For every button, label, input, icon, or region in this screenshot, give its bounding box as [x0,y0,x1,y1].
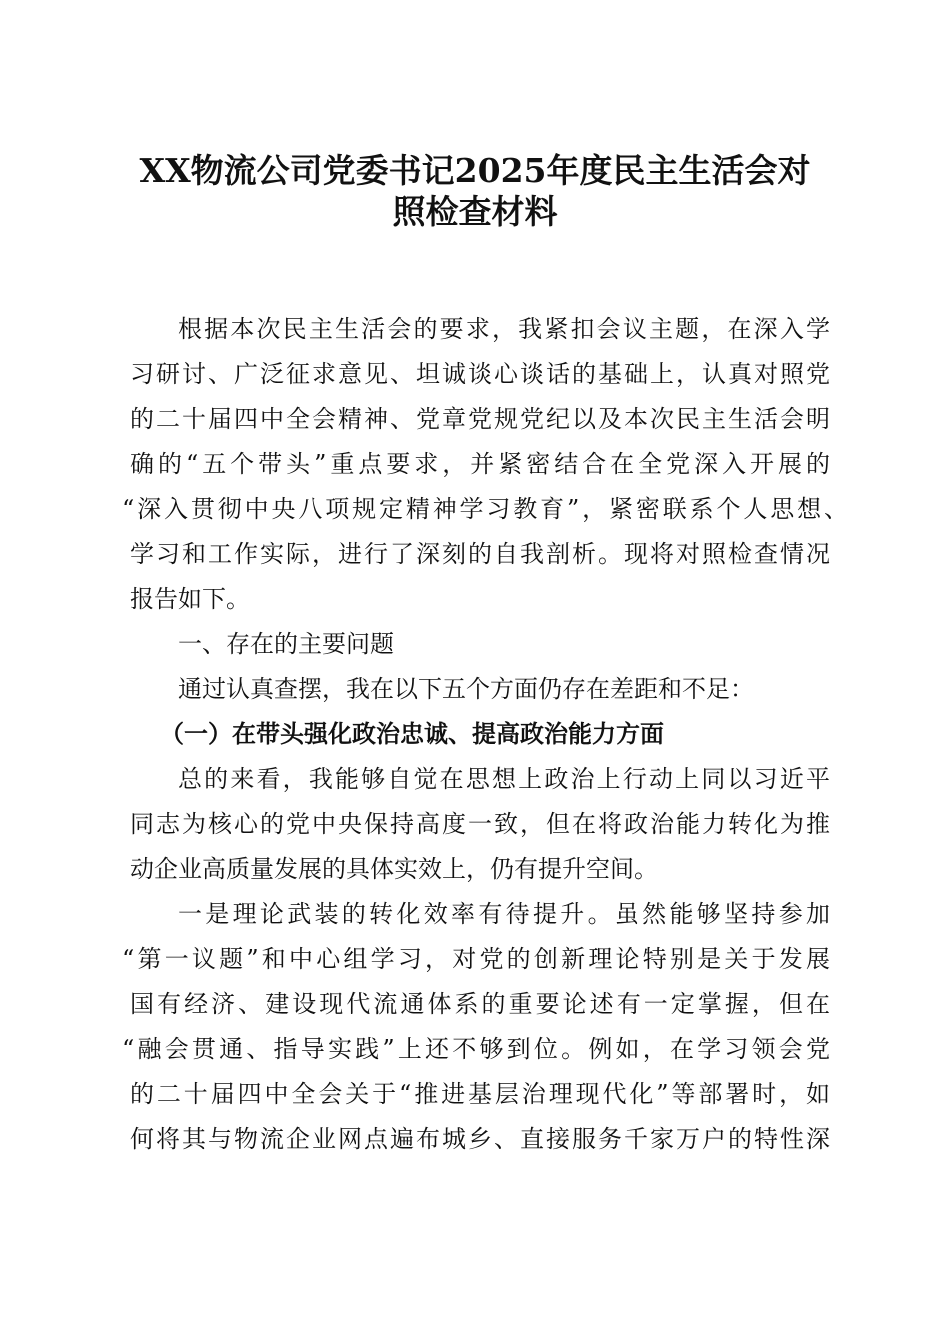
paragraph-line-3: 的二十届四中全会精神、党章党规党纪以及本次民主生活会明 [130,405,830,433]
paragraph-line-9: 通过认真查摆，我在以下五个方面仍存在差距和不足： [178,675,754,703]
paragraph-line-12: 同志为核心的党中央保持高度一致，但在将政治能力转化为推 [130,810,830,838]
paragraph-line-1: 根据本次民主生活会的要求，我紧扣会议主题，在深入学 [178,315,830,343]
subsection-heading-1: （一）在带头强化政治忠诚、提高政治能力方面 [160,719,664,748]
paragraph-line-11: 总的来看，我能够自觉在思想上政治上行动上同以习近平 [178,765,830,793]
paragraph-line-16: 国有经济、建设现代流通体系的重要论述有一定掌握，但在 [130,990,830,1018]
paragraph-line-14: 一是理论武装的转化效率有待提升。虽然能够坚持参加 [178,900,830,928]
paragraph-line-15: “第一议题”和中心组学习，对党的创新理论特别是关于发展 [122,945,830,973]
document-title-line-1: XX物流公司党委书记2025年度民主生活会对 [139,151,811,190]
document-title-line-2: 照检查材料 [392,192,558,231]
paragraph-line-5: “深入贯彻中央八项规定精神学习教育”，紧密联系个人思想、 [122,495,848,523]
paragraph-line-7: 报告如下。 [130,585,250,613]
section-heading-1: 一、存在的主要问题 [178,630,394,658]
paragraph-line-4: 确的“五个带头”重点要求，并紧密结合在全党深入开展的 [130,450,830,478]
paragraph-line-2: 习研讨、广泛征求意见、坦诚谈心谈话的基础上，认真对照党 [130,360,830,388]
paragraph-line-17: “融会贯通、指导实践”上还不够到位。例如，在学习领会党 [122,1035,830,1063]
paragraph-line-18: 的二十届四中全会关于“推进基层治理现代化”等部署时，如 [130,1080,830,1108]
paragraph-line-19: 何将其与物流企业网点遍布城乡、直接服务千家万户的特性深 [130,1125,830,1153]
paragraph-line-6: 学习和工作实际，进行了深刻的自我剖析。现将对照检查情况 [130,540,830,568]
paragraph-line-13: 动企业高质量发展的具体实效上，仍有提升空间。 [130,855,658,883]
